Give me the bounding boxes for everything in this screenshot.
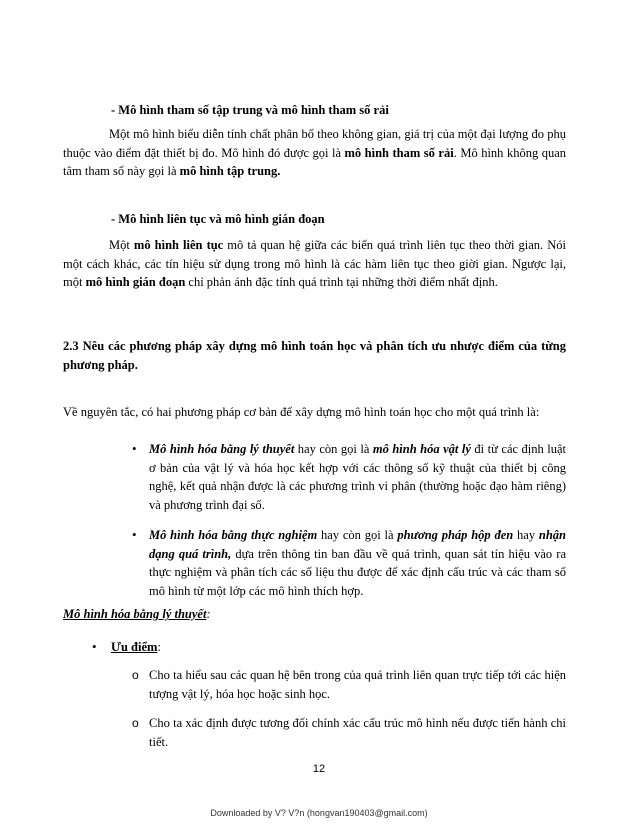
theory-modeling-heading: Mô hình hóa bằng lý thuyết: <box>63 607 211 621</box>
advantage-item-1: Cho ta hiểu sau các quan hệ bên trong của quá trình liên quan trực tiếp tới các hiện tượng vật lý, hóa học hoặc sinh học. <box>149 668 566 701</box>
download-footer: Downloaded by V? V?n (hongvan190403@gmail.com) <box>210 808 428 818</box>
advantage-item-2: Cho ta xác định được tương đối chính xác cấu trúc mô hình nếu được tiến hành chi tiết. <box>149 716 566 749</box>
bullet-icon: • <box>132 527 137 542</box>
page-number: 12 <box>312 763 326 775</box>
method-theory-item: Mô hình hóa bằng lý thuyết hay còn gọi là mô hình hóa vật lý đi từ các định luật ơ bản của vật lý và hóa học kết hợp với các thông số kỹ thuật của thiết bị công nghệ, kết quả nhận được là các phương trình vi phân (thường hoặc đạo hàm riêng) và phương trình đại số. <box>149 442 567 512</box>
heading-continuous-discrete: - Mô hình liên tục và mô hình gián đoạn <box>111 212 325 226</box>
paragraph-continuous-discrete: Một mô hình liên tục mô tả quan hệ giữa các biến quá trình liên tục theo thời gian. Nói một cách khác, các tín hiệu sử dụng trong mô hình là các hàm liên tục theo giời gian. Ngược lại, một mô hình gián đoạn chỉ phản ánh đặc tính quá trình tại những thời điểm nhất định. <box>63 238 566 289</box>
intro-paragraph: Về nguyên tắc, có hai phương pháp cơ bản để xây dựng mô hình toán học cho một quá trình là: <box>63 405 540 419</box>
advantages-label: Ưu điểm: <box>111 640 161 654</box>
paragraph-distributed-lumped: Một mô hình biểu diễn tính chất phân bố theo không gian, giá trị của một đại lượng đo phụ thuộc vào điểm đặt thiết bị đo. Mô hình đó được gọi là mô hình tham số rải. Mô hình không quan tâm tham số này gọi là mô hình tập trung. <box>63 127 566 178</box>
section-heading-2-3: 2.3 Nêu các phương pháp xây dựng mô hình toán học và phân tích ưu nhược điểm của từng phương pháp. <box>63 339 566 372</box>
heading-distributed-lumped: - Mô hình tham số tập trung và mô hình tham số rải <box>111 103 389 117</box>
sub-bullet-icon: o <box>132 716 139 730</box>
bullet-icon: • <box>92 639 97 654</box>
bullet-icon: • <box>132 441 137 456</box>
method-experimental-item: Mô hình hóa bằng thực nghiệm hay còn gọi là phương pháp hộp đen hay nhận dạng quá trình, dựa trên thông tin ban đầu về quá trình, quan sát tín hiệu vào ra thực nghiệm và phân tích các số liệu thu được để xác định cấu trúc và các tham số mô hình từ một lớp các mô hình thích hợp. <box>149 528 566 598</box>
sub-bullet-icon: o <box>132 668 139 682</box>
